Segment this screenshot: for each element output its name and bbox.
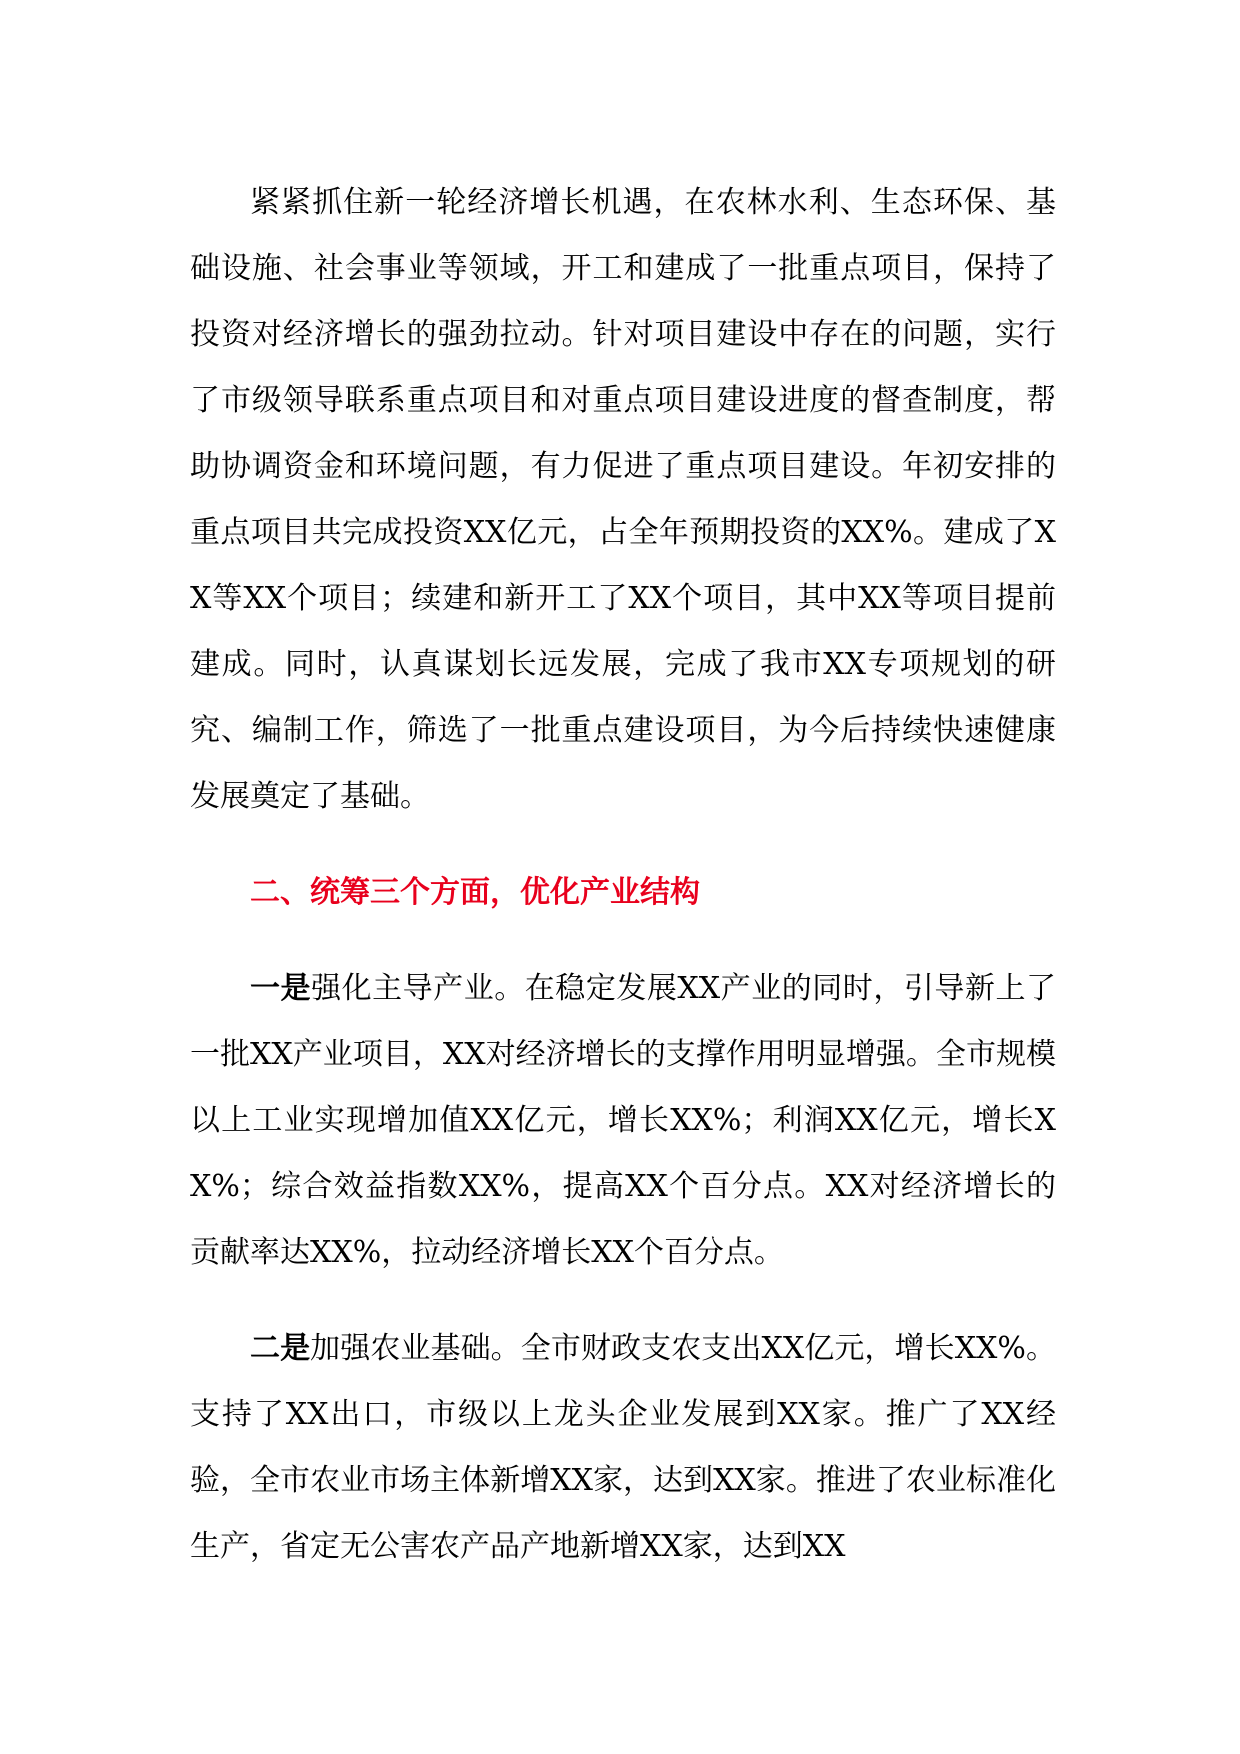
point-text-1: 强化主导产业。在稳定发展XX产业的同时，引导新上了一批XX产业项目，XX对经济增长的支撑作用明显增强。全市规模以上工业实现增加值XX亿元，增长XX%；利润XX亿元，增长XX%；综合效益指数XX%，提高XX个百分点。XX对经济增长的贡献率达XX%，拉动经济增长XX个百分点。 [190,971,1056,1270]
body-paragraph-industry [190,956,1056,1286]
section-heading: 二、统筹三个方面，优化产业结构 [250,875,700,910]
point-lead-1: 一是 [250,971,312,1006]
document-body [190,170,1056,1580]
point-lead-2: 二是 [250,1331,311,1366]
body-paragraph-investment: 紧紧抓住新一轮经济增长机遇，在农林水利、生态环保、基础设施、社会事业等领域，开工和建成了一批重点项目，保持了投资对经济增长的强劲拉动。针对项目建设中存在的问题，实行了市级领导联系重点项目和对重点项目建设进度的督查制度，帮助协调资金和环境问题，有力促进了重点项目建设。年初安排的重点项目共完成投资XX亿元，占全年预期投资的XX%。建成了XX等XX个项目；续建和新开工了XX个项目，其中XX等项目提前建成。同时，认真谋划长远发展，完成了我市XX专项规划的研究、编制工作，筛选了一批重点建设项目，为今后持续快速健康发展奠定了基础。 [190,185,1056,814]
body-paragraph-agriculture [190,1316,1056,1580]
point-text-2: 加强农业基础。全市财政支农支出XX亿元，增长XX%。支持了XX出口，市级以上龙头企业发展到XX家。推广了XX经验，全市农业市场主体新增XX家，达到XX家。推进了农业标准化生产，省定无公害农产品产地新增XX家，达到XX [190,1331,1056,1564]
